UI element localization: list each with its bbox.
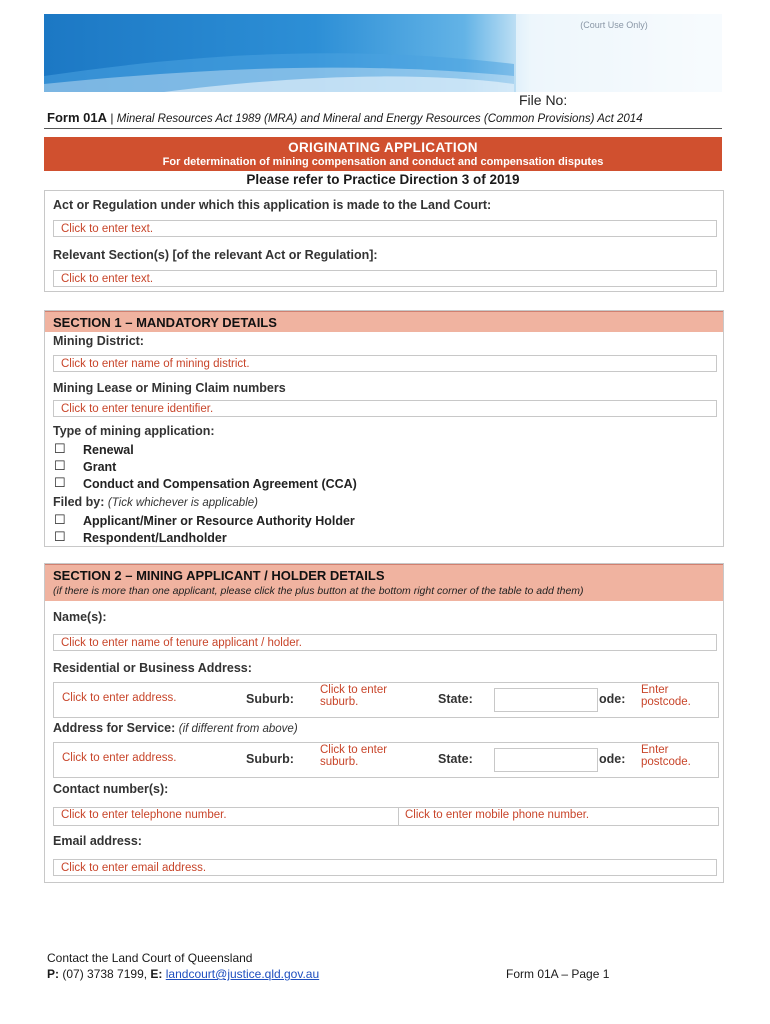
email-input[interactable]: Click to enter email address. — [53, 859, 717, 876]
names-input[interactable]: Click to enter name of tenure applicant / holder. — [53, 634, 717, 651]
renewal-option-label: Renewal — [83, 443, 134, 457]
residential-address-label: Residential or Business Address: — [53, 661, 252, 675]
service-address-input[interactable]: Click to enter address. — [62, 752, 177, 764]
applicant-option-label: Applicant/Miner or Resource Authority Holder — [83, 514, 355, 528]
mining-district-input[interactable]: Click to enter name of mining district. — [53, 355, 717, 372]
cca-option-label: Conduct and Compensation Agreement (CCA) — [83, 477, 357, 491]
renewal-checkbox[interactable]: ☐ — [54, 441, 66, 456]
residential-postcode-input[interactable] — [641, 684, 691, 708]
title-separator: | — [110, 111, 114, 125]
form-title-line — [47, 110, 727, 125]
file-number-label: File No: — [519, 92, 568, 108]
service-postcode-line-1: Enter — [641, 744, 669, 756]
names-label: Name(s): — [53, 610, 107, 624]
residential-address-row — [53, 682, 719, 718]
court-use-label: (Court Use Only) — [580, 20, 648, 30]
act-label: Act or Regulation under which this application is made to the Land Court: — [53, 198, 492, 212]
section-1-heading: SECTION 1 – MANDATORY DETAILS — [53, 315, 277, 330]
service-state-select[interactable] — [494, 748, 598, 772]
telephone-input[interactable]: Click to enter telephone number. — [61, 809, 227, 821]
section-1-header — [45, 311, 723, 332]
service-suburb-input[interactable] — [320, 744, 387, 768]
filed-by-label — [53, 495, 258, 509]
footer-phone-prefix: P: — [47, 967, 59, 981]
originating-subtitle: For determination of mining compensation and conduct and compensation disputes — [162, 156, 604, 168]
act-input[interactable]: Click to enter text. — [53, 220, 717, 237]
service-address-note: (if different from above) — [178, 723, 298, 735]
service-state-label: State: — [438, 752, 473, 766]
service-suburb-line-2: suburb. — [320, 756, 359, 768]
residential-suburb-line-1: Click to enter — [320, 684, 388, 696]
section-2-panel — [44, 563, 724, 883]
footer-phone: (07) 3738 7199, — [62, 967, 148, 981]
mining-district-label: Mining District: — [53, 334, 144, 348]
footer-email-link[interactable]: landcourt@justice.qld.gov.au — [165, 967, 320, 981]
footer-contact-details — [47, 967, 319, 981]
cca-checkbox[interactable]: ☐ — [54, 475, 66, 490]
header-banner — [44, 14, 722, 92]
footer-email-prefix: E: — [150, 967, 163, 981]
mobile-input[interactable]: Click to enter mobile phone number. — [405, 809, 590, 821]
service-suburb-line-1: Click to enter — [320, 744, 388, 756]
section-1-panel — [44, 310, 724, 547]
application-type-label: Type of mining application: — [53, 424, 215, 438]
contact-number-label: Contact number(s): — [53, 782, 169, 796]
email-label: Email address: — [53, 834, 142, 848]
residential-postcode-line-2: postcode. — [641, 696, 691, 708]
service-postcode-input[interactable] — [641, 744, 691, 768]
section-2-note: (if there is more than one applicant, please click the plus button at the bottom right corner of the table to add them) — [53, 585, 584, 597]
residential-postcode-line-1: Enter — [641, 684, 669, 696]
residential-state-label: State: — [438, 692, 473, 706]
originating-banner — [44, 137, 722, 171]
grant-checkbox[interactable]: ☐ — [54, 458, 66, 473]
respondent-option-label: Respondent/Landholder — [83, 531, 227, 545]
residential-state-select[interactable] — [494, 688, 598, 712]
service-postcode-line-2: postcode. — [641, 756, 691, 768]
service-postcode-label: ode: — [599, 752, 626, 766]
page-number: Form 01A – Page 1 — [506, 967, 610, 981]
residential-address-input[interactable]: Click to enter address. — [62, 692, 177, 704]
sections-label: Relevant Section(s) [of the relevant Act or Regulation]: — [53, 248, 378, 262]
form-id: Form 01A — [47, 110, 107, 125]
practice-direction-note: Please refer to Practice Direction 3 of 2019 — [246, 172, 520, 187]
section-2-header — [45, 564, 723, 601]
filed-by-text: Filed by: — [53, 495, 105, 509]
lease-label: Mining Lease or Mining Claim numbers — [53, 381, 286, 395]
service-address-label — [53, 721, 298, 735]
act-title: Mineral Resources Act 1989 (MRA) and Mineral and Energy Resources (Common Provisions) Act 2014 — [116, 113, 643, 125]
residential-suburb-label: Suburb: — [246, 692, 294, 706]
applicant-checkbox[interactable]: ☐ — [54, 512, 66, 527]
originating-title: ORIGINATING APPLICATION — [288, 140, 478, 155]
footer-contact: Contact the Land Court of Queensland — [47, 951, 253, 965]
residential-suburb-line-2: suburb. — [320, 696, 359, 708]
filed-by-note: (Tick whichever is applicable) — [107, 497, 258, 509]
service-suburb-label: Suburb: — [246, 752, 294, 766]
grant-option-label: Grant — [83, 460, 117, 474]
act-regulation-panel — [44, 190, 724, 292]
lease-input[interactable]: Click to enter tenure identifier. — [53, 400, 717, 417]
residential-postcode-label: ode: — [599, 692, 626, 706]
contact-divider — [398, 808, 399, 825]
service-address-row — [53, 742, 719, 778]
respondent-checkbox[interactable]: ☐ — [54, 529, 66, 544]
section-2-heading: SECTION 2 – MINING APPLICANT / HOLDER DETAILS — [53, 568, 385, 583]
contact-number-row — [53, 807, 719, 826]
residential-suburb-input[interactable] — [320, 684, 387, 708]
title-rule — [44, 128, 722, 129]
sections-input[interactable]: Click to enter text. — [53, 270, 717, 287]
service-address-text: Address for Service: — [53, 721, 176, 735]
